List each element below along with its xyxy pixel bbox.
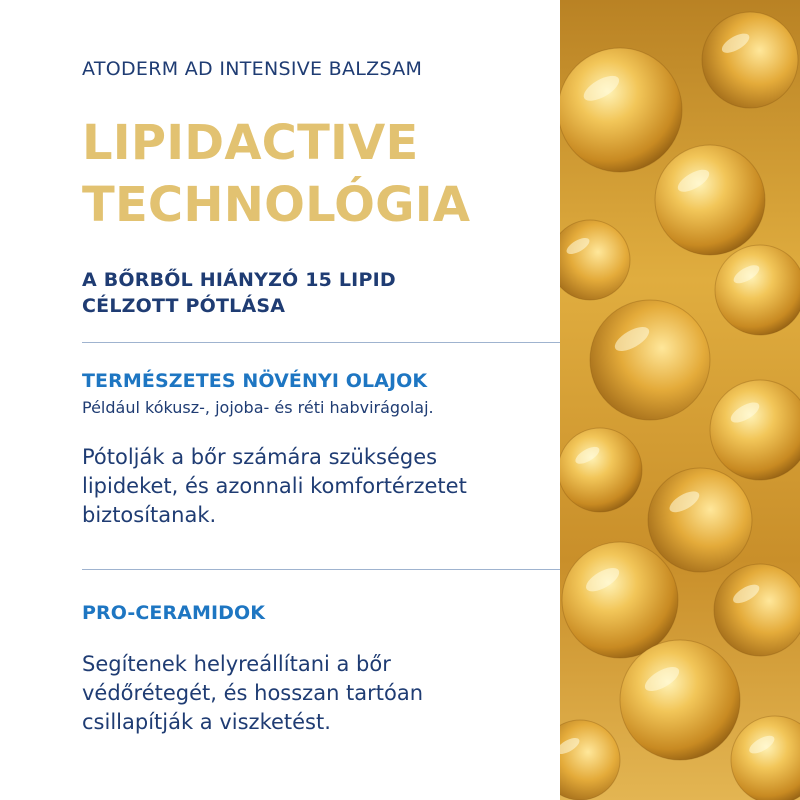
oil-bubble: [715, 245, 800, 335]
section-subtitle-plant-oils: Például kókusz-, jojoba- és réti habvirágolaj.: [82, 398, 434, 417]
subheadline-line-1: A BŐRBŐL HIÁNYZÓ 15 LIPID: [82, 269, 396, 291]
oil-bubble: [590, 300, 710, 420]
oil-bubble: [714, 564, 800, 656]
body-line: Pótolják a bőr számára szükséges: [82, 445, 438, 469]
section-body-plant-oils: [82, 443, 467, 530]
divider-2: [82, 569, 560, 570]
golden-oil-bubbles-image: [560, 0, 800, 800]
headline-line-1: LIPIDACTIVE: [82, 115, 419, 171]
divider-1: [82, 342, 560, 343]
oil-bubble: [560, 48, 682, 172]
oil-bubble: [560, 428, 642, 512]
body-line: Segítenek helyreállítani a bőr: [82, 652, 391, 676]
oil-bubble: [648, 468, 752, 572]
oil-bubble: [620, 640, 740, 760]
body-line: biztosítanak.: [82, 503, 217, 527]
oil-bubble: [655, 145, 765, 255]
body-line: csillapítják a viszketést.: [82, 710, 331, 734]
subheadline-line-2: CÉLZOTT PÓTLÁSA: [82, 295, 286, 317]
oil-bubble: [562, 542, 678, 658]
body-line: lipideket, és azonnali komfortérzetet: [82, 474, 467, 498]
subheadline: [82, 267, 396, 319]
section-title-plant-oils: TERMÉSZETES NÖVÉNYI OLAJOK: [82, 370, 428, 392]
product-line-label: ATODERM AD INTENSIVE BALZSAM: [82, 58, 423, 80]
section-title-pro-ceramides: PRO-CERAMIDOK: [82, 602, 266, 624]
headline: [82, 112, 470, 236]
body-line: védőrétegét, és hosszan tartóan: [82, 681, 424, 705]
section-body-pro-ceramides: [82, 650, 423, 737]
headline-line-2: TECHNOLÓGIA: [82, 177, 471, 233]
oil-bubble: [702, 12, 798, 108]
